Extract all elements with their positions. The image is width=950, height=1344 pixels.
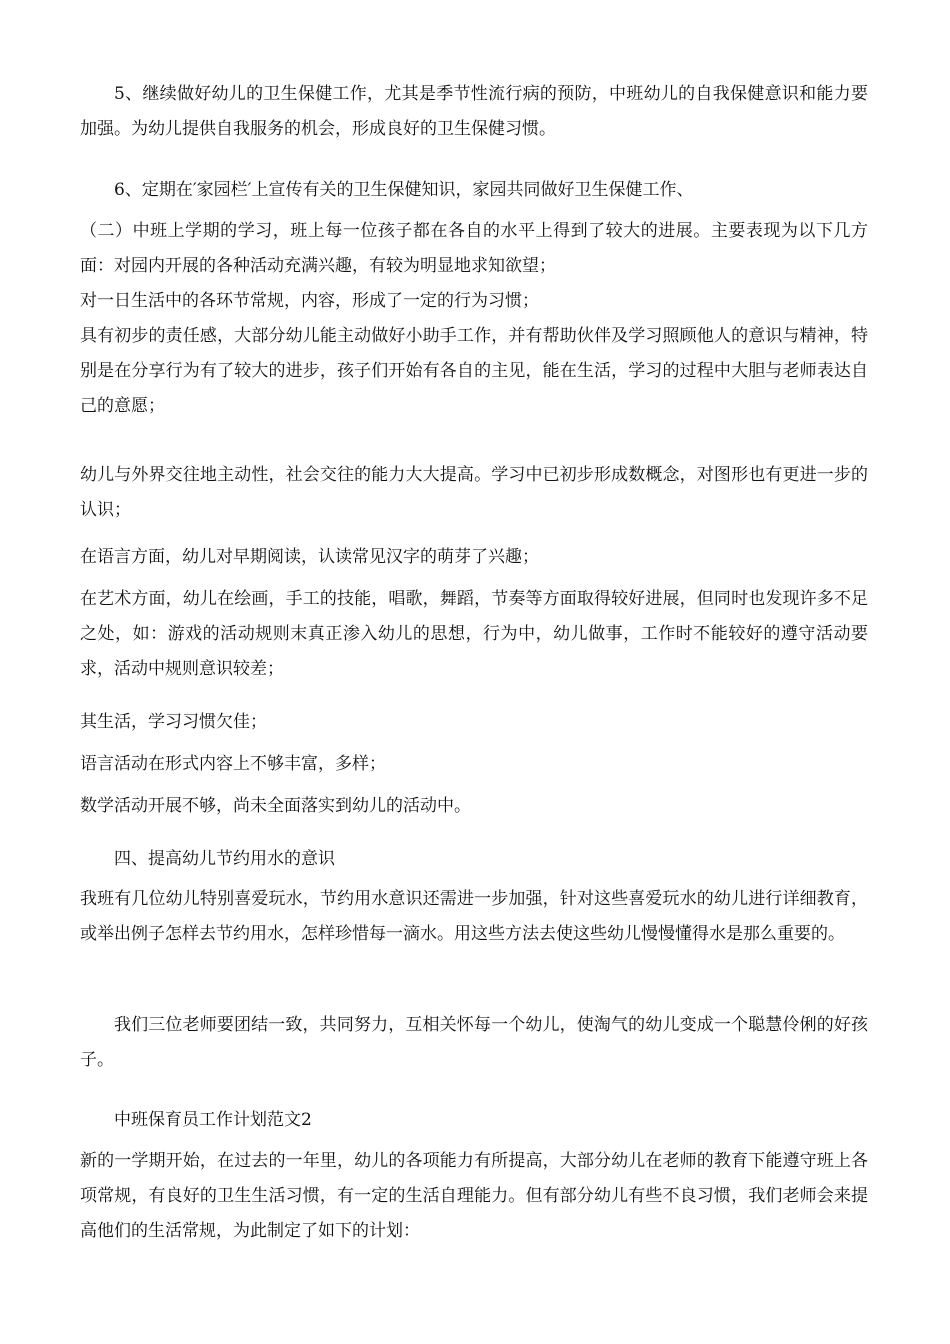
paragraph-habits: 其生活，学习习惯欠佳； — [80, 712, 267, 732]
paragraph-home-board: 6、定期在′家园栏′上宣传有关的卫生保健知识，家园共同做好卫生保健工作、 — [114, 180, 694, 200]
paragraph-learning-progress: （二）中班上学期的学习，班上每一位孩子都在各自的水平上得到了较大的进展。主要表现为以下几方面：对园内开展的各种活动充满兴趣，有较为明显地求知欲望； — [80, 221, 868, 276]
paragraph-math-activity: 数学活动开展不够，尚未全面落实到幼儿的活动中。 — [80, 796, 471, 816]
paragraph-new-semester: 新的一学期开始，在过去的一年里，幼儿的各项能力有所提高，大部分幼儿在老师的教育下能遵守班上各项常规，有良好的卫生生活习惯，有一定的生活自理能力。但有部分幼儿有些不良习惯，我们老师会来提高他们的生活常规，为此制定了如下的计划： — [80, 1151, 868, 1241]
paragraph-health-care: 5、继续做好幼儿的卫生保健工作，尤其是季节性流行病的预防，中班幼儿的自我保健意识和能力要加强。为幼儿提供自我服务的机会，形成良好的卫生保健习惯。 — [80, 84, 868, 139]
paragraph-art: 在艺术方面，幼儿在绘画，手工的技能，唱歌，舞蹈，节奏等方面取得较好进展，但同时也发现许多不足之处，如：游戏的活动规则末真正渗入幼儿的思想，行为中，幼儿做事，工作时不能较好的遵守活动要求，活动中规则意识较差； — [80, 589, 868, 679]
document-subtitle: 中班保育员工作计划范文2 — [114, 1110, 312, 1130]
paragraph-language-activity: 语言活动在形式内容上不够丰富，多样； — [80, 754, 386, 774]
paragraph-social-interaction: 幼儿与外界交往地主动性，社会交往的能力大大提高。学习中已初步形成数概念，对图形也有更进一步的认识； — [80, 465, 868, 520]
paragraph-language: 在语言方面，幼儿对早期阅读，认读常见汉字的萌芽了兴趣； — [80, 547, 539, 567]
section-heading-water: 四、提高幼儿节约用水的意识 — [114, 849, 335, 869]
paragraph-teachers: 我们三位老师要团结一致，共同努力，互相关怀每一个幼儿，使淘气的幼儿变成一个聪慧伶俐的好孩子。 — [80, 1015, 868, 1070]
paragraph-daily-routine: 对一日生活中的各环节常规，内容，形成了一定的行为习惯； — [80, 291, 539, 311]
paragraph-water-saving: 我班有几位幼儿特别喜爱玩水，节约用水意识还需进一步加强，针对这些喜爱玩水的幼儿进行详细教育，或举出例子怎样去节约用水，怎样珍惜每一滴水。用这些方法去使这些幼儿慢慢懂得水是那么重要的。 — [80, 889, 868, 944]
paragraph-responsibility: 具有初步的责任感，大部分幼儿能主动做好小助手工作，并有帮助伙伴及学习照顾他人的意识与精神，特别是在分享行为有了较大的进步，孩子们开始有各自的主见，能在生活，学习的过程中大胆与老师表达自己的意愿； — [80, 326, 868, 416]
